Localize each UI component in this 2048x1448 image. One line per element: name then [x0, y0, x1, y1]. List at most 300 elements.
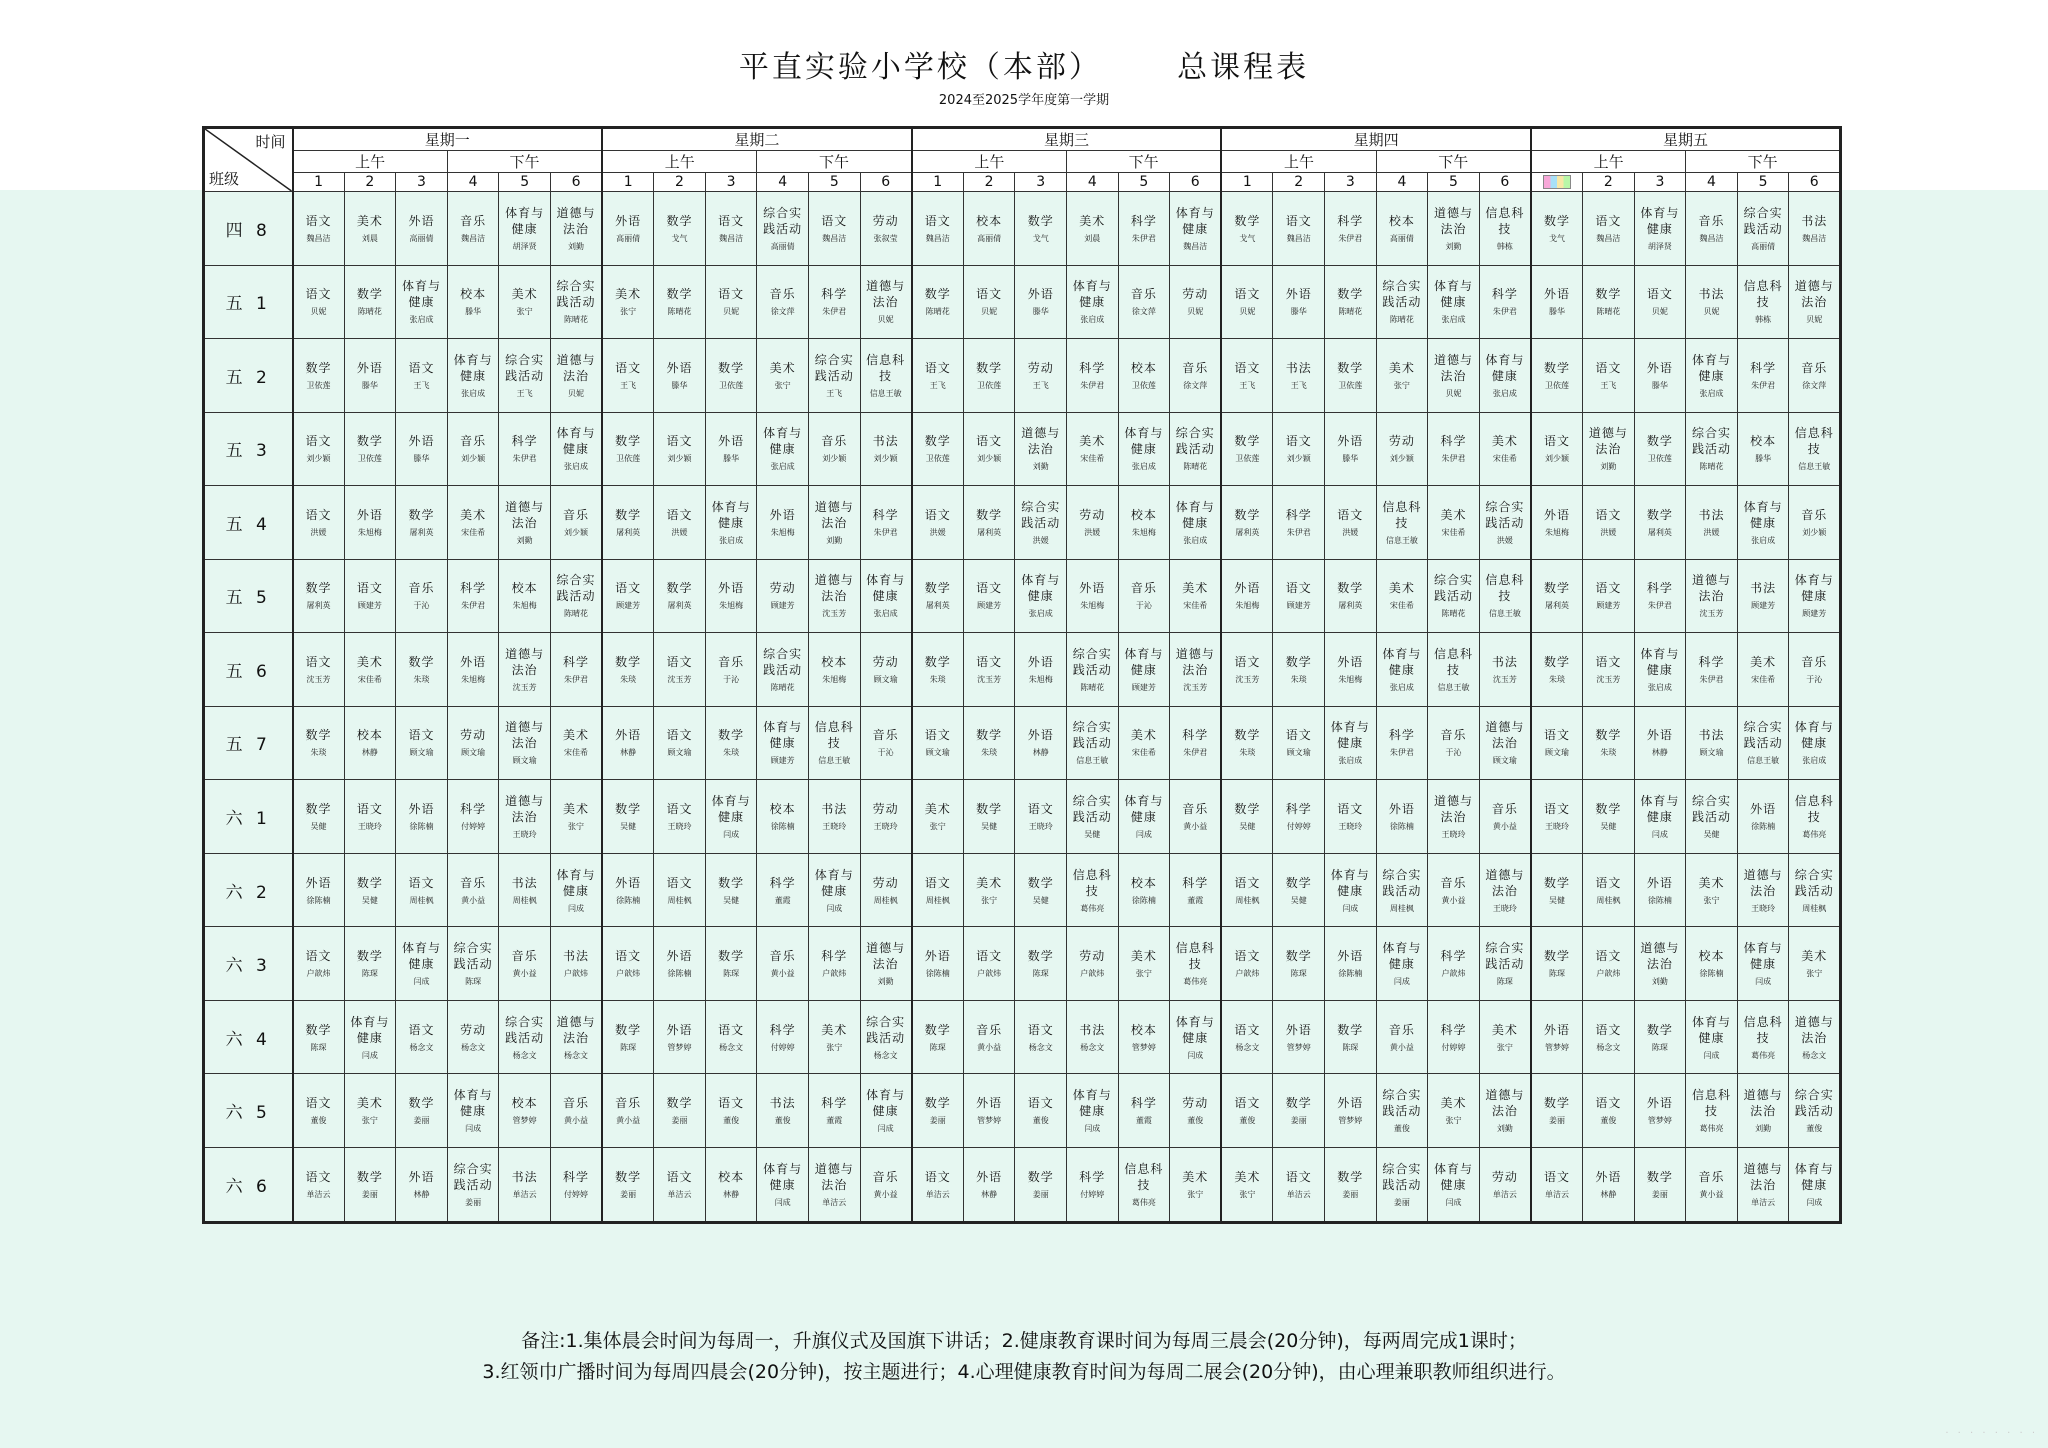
lesson-cell — [808, 265, 860, 339]
lesson-cell — [1118, 1074, 1170, 1148]
lesson-cell — [293, 192, 345, 266]
lesson-cell — [963, 927, 1015, 1001]
teacher-name: 葛伟亮 — [1751, 1050, 1776, 1060]
lesson-cell — [860, 559, 912, 633]
lesson-cell — [499, 559, 551, 633]
subject-name: 外语 — [615, 875, 642, 890]
subject-name: 外语 — [408, 213, 435, 228]
teacher-name: 户歆炜 — [564, 969, 589, 979]
subject-name: 科学 — [821, 1096, 848, 1111]
subject-name: 美术 — [356, 654, 383, 669]
subject-name: 语文 — [1285, 1169, 1312, 1184]
lesson-cell — [1273, 486, 1325, 560]
lesson-cell — [1531, 633, 1583, 707]
subject-name: 科学 — [1079, 360, 1106, 375]
subject-name: 校本 — [821, 654, 848, 669]
teacher-name: 刘少颖 — [822, 454, 847, 464]
lesson-cell — [860, 1000, 912, 1074]
lesson-cell — [602, 1074, 654, 1148]
lesson-cell — [499, 780, 551, 854]
lesson-cell — [447, 486, 499, 560]
teacher-name: 信息王敏 — [1488, 609, 1521, 619]
lesson-cell — [447, 265, 499, 339]
lesson-cell — [396, 853, 448, 927]
teacher-name: 朱伊君 — [1751, 380, 1776, 390]
subject-name: 信息科技 — [1743, 279, 1783, 310]
lesson-cell — [293, 1000, 345, 1074]
teacher-name: 顾文瑜 — [1492, 756, 1517, 766]
subject-name: 外语 — [1234, 581, 1261, 596]
teacher-name: 姜丽 — [1548, 1116, 1565, 1126]
lesson-cell — [447, 1074, 499, 1148]
lesson-cell — [705, 853, 757, 927]
subject-name: 音乐 — [976, 1022, 1003, 1037]
lesson-cell — [396, 486, 448, 560]
lesson-cell — [447, 339, 499, 413]
lesson-cell — [654, 1000, 706, 1074]
subject-name: 综合实践活动 — [1072, 720, 1112, 751]
teacher-name: 王飞 — [826, 388, 843, 398]
teacher-name: 陈琛 — [1290, 969, 1307, 979]
teacher-name: 陈晴花 — [1389, 315, 1414, 325]
teacher-name: 宋佳希 — [461, 527, 486, 537]
lesson-cell — [1686, 265, 1738, 339]
teacher-name: 徐陈楠 — [409, 822, 434, 832]
lesson-cell — [499, 339, 551, 413]
teacher-name: 沈玉芳 — [512, 682, 537, 692]
lesson-cell — [602, 853, 654, 927]
teacher-name: 刘晨 — [1084, 233, 1101, 243]
lesson-cell — [1428, 559, 1480, 633]
subject-name: 语文 — [1027, 802, 1054, 817]
subject-name: 体育与健康 — [866, 573, 906, 604]
class-row — [204, 412, 1841, 486]
teacher-name: 陈琛 — [723, 969, 740, 979]
lesson-cell — [1789, 265, 1841, 339]
lesson-cell — [1479, 1147, 1531, 1222]
subject-name: 数学 — [305, 360, 332, 375]
lesson-cell — [1221, 1000, 1273, 1074]
subject-name: 科学 — [1130, 1096, 1157, 1111]
subject-name: 数学 — [1285, 1096, 1312, 1111]
lesson-cell — [344, 192, 396, 266]
teacher-name: 陈琛 — [1342, 1042, 1359, 1052]
lesson-cell — [1273, 633, 1325, 707]
subject-name: 语文 — [1646, 287, 1673, 302]
subject-name: 语文 — [1337, 507, 1364, 522]
subject-name: 数学 — [1646, 1022, 1673, 1037]
subject-name: 书法 — [1079, 1022, 1106, 1037]
subject-name: 体育与健康 — [1485, 352, 1525, 383]
subject-name: 体育与健康 — [1692, 352, 1732, 383]
teacher-name: 张宁 — [774, 380, 791, 390]
lesson-cell — [808, 706, 860, 780]
lesson-cell — [396, 1147, 448, 1222]
lesson-cell — [705, 559, 757, 633]
lesson-cell — [963, 192, 1015, 266]
lesson-cell — [1118, 853, 1170, 927]
subject-name: 语文 — [1595, 949, 1622, 964]
subject-name: 外语 — [460, 654, 487, 669]
lesson-cell — [1118, 412, 1170, 486]
teacher-name: 屠利英 — [667, 601, 692, 611]
lesson-cell — [344, 1147, 396, 1222]
teacher-name: 董霞 — [774, 895, 791, 905]
teacher-name: 户歆炜 — [1235, 969, 1260, 979]
subject-name: 美术 — [976, 875, 1003, 890]
teacher-name: 黄小益 — [1699, 1189, 1724, 1199]
teacher-name: 管梦婷 — [512, 1116, 537, 1126]
subject-name: 道德与法治 — [814, 499, 854, 530]
lesson-cell — [1531, 559, 1583, 633]
lesson-cell — [1737, 1000, 1789, 1074]
subject-name: 书法 — [1491, 654, 1518, 669]
subject-name: 道德与法治 — [505, 499, 545, 530]
lesson-cell — [860, 265, 912, 339]
subject-name: 综合实践活动 — [1382, 867, 1422, 898]
teacher-name: 姜丽 — [361, 1189, 378, 1199]
lesson-cell — [293, 1074, 345, 1148]
lesson-cell — [1170, 559, 1222, 633]
teacher-name: 卫依莲 — [1544, 380, 1569, 390]
lesson-cell — [1789, 559, 1841, 633]
subject-name: 数学 — [1027, 213, 1054, 228]
subject-name: 综合实践活动 — [1743, 720, 1783, 751]
teacher-name: 洪媛 — [1496, 535, 1513, 545]
subject-name: 数学 — [1543, 213, 1570, 228]
teacher-name: 单洁云 — [512, 1189, 537, 1199]
subject-name: 数学 — [615, 434, 642, 449]
subject-name: 语文 — [1234, 949, 1261, 964]
class-row — [204, 559, 1841, 633]
lesson-cell — [1789, 192, 1841, 266]
subject-name: 劳动 — [1182, 1096, 1209, 1111]
subject-name: 美术 — [511, 287, 538, 302]
subject-name: 劳动 — [1079, 507, 1106, 522]
subject-name: 体育与健康 — [1382, 941, 1422, 972]
teacher-name: 张启成 — [1647, 682, 1672, 692]
lesson-cell — [1273, 559, 1325, 633]
teacher-name: 滕华 — [465, 307, 482, 317]
teacher-name: 朱旭梅 — [357, 527, 382, 537]
lesson-cell — [757, 780, 809, 854]
teacher-name: 周桂枫 — [512, 895, 537, 905]
lesson-cell — [344, 412, 396, 486]
period-number: 6 — [1170, 173, 1222, 192]
lesson-cell — [1737, 339, 1789, 413]
teacher-name: 戈气 — [1032, 233, 1049, 243]
teacher-name: 闫成 — [1342, 903, 1359, 913]
teacher-name: 陈晴花 — [667, 307, 692, 317]
period-number: 2 — [344, 173, 396, 192]
lesson-cell — [1015, 192, 1067, 266]
lesson-cell — [1376, 853, 1428, 927]
teacher-name: 黄小益 — [461, 895, 486, 905]
lesson-cell — [396, 1000, 448, 1074]
lesson-cell — [344, 1074, 396, 1148]
lesson-cell — [293, 486, 345, 560]
lesson-cell — [654, 780, 706, 854]
teacher-name: 林静 — [413, 1189, 430, 1199]
period-number: 5 — [1737, 173, 1789, 192]
lesson-cell — [550, 1147, 602, 1222]
lesson-cell — [1531, 1147, 1583, 1222]
lesson-cell — [654, 192, 706, 266]
subject-name: 语文 — [924, 507, 951, 522]
teacher-name: 王晓玲 — [1028, 822, 1053, 832]
teacher-name: 滕华 — [361, 380, 378, 390]
lesson-cell — [1583, 1147, 1635, 1222]
teacher-name: 刘勤 — [1651, 977, 1668, 987]
lesson-cell — [1221, 853, 1273, 927]
subject-name: 语文 — [1595, 360, 1622, 375]
teacher-name: 闫成 — [568, 903, 585, 913]
lesson-cell — [1531, 853, 1583, 927]
teacher-name: 朱伊君 — [1183, 748, 1208, 758]
notes — [0, 1326, 2048, 1388]
teacher-name: 洪媛 — [671, 527, 688, 537]
teacher-name: 闫成 — [1445, 1197, 1462, 1207]
day-header: 星期二 — [602, 128, 912, 151]
flag-icon — [1543, 175, 1571, 189]
lesson-cell — [1479, 192, 1531, 266]
teacher-name: 魏昌洁 — [1286, 233, 1311, 243]
lesson-cell — [808, 780, 860, 854]
subject-name: 数学 — [305, 581, 332, 596]
subject-name: 劳动 — [1079, 949, 1106, 964]
lesson-cell — [757, 633, 809, 707]
teacher-name: 朱琰 — [981, 748, 998, 758]
lesson-cell — [1221, 780, 1273, 854]
lesson-cell — [757, 486, 809, 560]
teacher-name: 朱琰 — [1239, 748, 1256, 758]
teacher-name: 滕华 — [413, 454, 430, 464]
subject-name: 数学 — [356, 949, 383, 964]
teacher-name: 董俊 — [1239, 1116, 1256, 1126]
subject-name: 语文 — [615, 581, 642, 596]
lesson-cell — [654, 706, 706, 780]
lesson-cell — [963, 412, 1015, 486]
subject-name: 体育与健康 — [453, 1088, 493, 1119]
lesson-cell — [705, 706, 757, 780]
teacher-name: 周桂枫 — [1596, 895, 1621, 905]
lesson-cell — [1789, 1000, 1841, 1074]
teacher-name: 杨念文 — [564, 1050, 589, 1060]
subject-name: 语文 — [1234, 287, 1261, 302]
teacher-name: 屠利英 — [925, 601, 950, 611]
subject-name: 科学 — [563, 1169, 590, 1184]
day-header: 星期四 — [1221, 128, 1531, 151]
subject-name: 道德与法治 — [866, 279, 906, 310]
teacher-name: 张宁 — [1393, 380, 1410, 390]
teacher-name: 宋佳希 — [1751, 674, 1776, 684]
teacher-name: 姜丽 — [1290, 1116, 1307, 1126]
teacher-name: 宋佳希 — [1441, 527, 1466, 537]
lesson-cell — [1634, 412, 1686, 486]
lesson-cell — [293, 780, 345, 854]
lesson-cell — [808, 1074, 860, 1148]
morning-header: 上午 — [1531, 151, 1686, 173]
lesson-cell — [757, 1147, 809, 1222]
subject-name: 道德与法治 — [1175, 646, 1215, 677]
lesson-cell — [1583, 780, 1635, 854]
subject-name: 综合实践活动 — [1692, 794, 1732, 825]
lesson-cell — [1170, 853, 1222, 927]
lesson-cell — [602, 1000, 654, 1074]
subject-name: 劳动 — [1388, 434, 1415, 449]
subject-name: 数学 — [1234, 802, 1261, 817]
teacher-name: 葛伟亮 — [1183, 977, 1208, 987]
lesson-cell — [860, 853, 912, 927]
teacher-name: 王飞 — [413, 380, 430, 390]
subject-name: 语文 — [666, 1169, 693, 1184]
lesson-cell — [912, 1074, 964, 1148]
subject-name: 体育与健康 — [1640, 205, 1680, 236]
note-line-1: 备注:1.集体晨会时间为每周一，升旗仪式及国旗下讲话；2.健康教育课时间为每周三晨会(20分钟)，每两周完成1课时； — [521, 1330, 1527, 1352]
lesson-cell — [1221, 706, 1273, 780]
lesson-cell — [912, 780, 964, 854]
subject-name: 外语 — [305, 875, 332, 890]
lesson-cell — [1531, 412, 1583, 486]
subject-name: 综合实践活动 — [505, 352, 545, 383]
teacher-name: 沈玉芳 — [1235, 674, 1260, 684]
teacher-name: 顾文瑜 — [1699, 748, 1724, 758]
lesson-cell — [1221, 927, 1273, 1001]
subject-name: 数学 — [718, 360, 745, 375]
subject-name: 音乐 — [460, 434, 487, 449]
subject-name: 科学 — [1130, 213, 1157, 228]
subject-name: 语文 — [976, 654, 1003, 669]
teacher-name: 贝妮 — [1445, 388, 1462, 398]
subject-name: 美术 — [769, 360, 796, 375]
lesson-cell — [808, 927, 860, 1001]
lesson-cell — [860, 633, 912, 707]
subject-name: 美术 — [563, 728, 590, 743]
subject-name: 外语 — [1646, 728, 1673, 743]
lesson-cell — [1634, 780, 1686, 854]
subject-name: 数学 — [1234, 434, 1261, 449]
teacher-name: 朱伊君 — [1080, 380, 1105, 390]
teacher-name: 卫依莲 — [1131, 380, 1156, 390]
teacher-name: 张宁 — [1445, 1116, 1462, 1126]
subject-name: 体育与健康 — [1640, 646, 1680, 677]
lesson-cell — [344, 706, 396, 780]
subject-name: 道德与法治 — [1021, 426, 1061, 457]
teacher-name: 闫成 — [1755, 977, 1772, 987]
subject-name: 语文 — [1027, 1022, 1054, 1037]
lesson-cell — [1273, 853, 1325, 927]
lesson-cell — [1015, 780, 1067, 854]
lesson-cell — [1273, 706, 1325, 780]
subject-name: 道德与法治 — [866, 941, 906, 972]
subject-name: 数学 — [1543, 875, 1570, 890]
teacher-name: 屠利英 — [1544, 601, 1569, 611]
teacher-name: 顾建芳 — [357, 601, 382, 611]
subject-name: 道德与法治 — [814, 1161, 854, 1192]
subject-name: 数学 — [305, 728, 332, 743]
lesson-cell — [550, 412, 602, 486]
morning-header: 上午 — [293, 151, 448, 173]
lesson-cell — [860, 780, 912, 854]
lesson-cell — [705, 780, 757, 854]
lesson-cell — [1686, 1074, 1738, 1148]
teacher-name: 陈晴花 — [564, 609, 589, 619]
lesson-cell — [1170, 780, 1222, 854]
subject-name: 综合实践活动 — [505, 1014, 545, 1045]
teacher-name: 董俊 — [310, 1116, 327, 1126]
subject-name: 综合实践活动 — [1485, 941, 1525, 972]
subject-name: 书法 — [563, 949, 590, 964]
lesson-cell — [602, 192, 654, 266]
period-number: 5 — [808, 173, 860, 192]
subject-name: 语文 — [924, 728, 951, 743]
lesson-cell — [447, 412, 499, 486]
teacher-name: 洪媛 — [929, 527, 946, 537]
lesson-cell — [447, 633, 499, 707]
subject-name: 综合实践活动 — [1692, 426, 1732, 457]
lesson-cell — [1325, 192, 1377, 266]
teacher-name: 姜丽 — [671, 1116, 688, 1126]
subject-name: 信息科技 — [1794, 426, 1834, 457]
lesson-cell — [1067, 706, 1119, 780]
teacher-name: 朱旭梅 — [719, 601, 744, 611]
teacher-name: 黄小益 — [564, 1116, 589, 1126]
lesson-cell — [1221, 265, 1273, 339]
teacher-name: 沈玉芳 — [822, 609, 847, 619]
lesson-cell — [757, 927, 809, 1001]
lesson-cell — [1325, 927, 1377, 1001]
subject-name: 美术 — [1440, 507, 1467, 522]
subject-name: 道德与法治 — [505, 720, 545, 751]
teacher-name: 姜丽 — [929, 1116, 946, 1126]
subject-name: 音乐 — [1491, 802, 1518, 817]
teacher-name: 滕华 — [671, 380, 688, 390]
subject-name: 体育与健康 — [1072, 1088, 1112, 1119]
lesson-cell — [344, 1000, 396, 1074]
teacher-name: 葛伟亮 — [1802, 830, 1827, 840]
teacher-name: 信息王敏 — [869, 388, 902, 398]
subject-name: 数学 — [356, 434, 383, 449]
subject-name: 数学 — [1595, 287, 1622, 302]
day-header: 星期五 — [1531, 128, 1841, 151]
subject-name: 科学 — [1440, 949, 1467, 964]
subject-name: 数学 — [1337, 287, 1364, 302]
lesson-cell — [1015, 1074, 1067, 1148]
teacher-name: 户歆炜 — [1080, 969, 1105, 979]
teacher-name: 贝妮 — [723, 307, 740, 317]
subject-name: 音乐 — [511, 949, 538, 964]
lesson-cell — [808, 412, 860, 486]
teacher-name: 朱旭梅 — [1131, 527, 1156, 537]
subject-name: 数学 — [1543, 654, 1570, 669]
lesson-cell — [654, 559, 706, 633]
subject-name: 数学 — [615, 1022, 642, 1037]
subject-name: 语文 — [1285, 581, 1312, 596]
lesson-cell — [654, 265, 706, 339]
subject-name: 数学 — [1646, 1169, 1673, 1184]
teacher-name: 王晓玲 — [357, 822, 382, 832]
teacher-name: 魏昌洁 — [719, 233, 744, 243]
subject-name: 体育与健康 — [556, 867, 596, 898]
subject-name: 语文 — [1595, 1096, 1622, 1111]
teacher-name: 屠利英 — [1338, 601, 1363, 611]
subject-name: 体育与健康 — [866, 1088, 906, 1119]
subject-name: 语文 — [1543, 1169, 1570, 1184]
teacher-name: 杨念文 — [512, 1050, 537, 1060]
lesson-cell — [1737, 1074, 1789, 1148]
teacher-name: 张宁 — [1187, 1189, 1204, 1199]
lesson-cell — [1067, 486, 1119, 560]
